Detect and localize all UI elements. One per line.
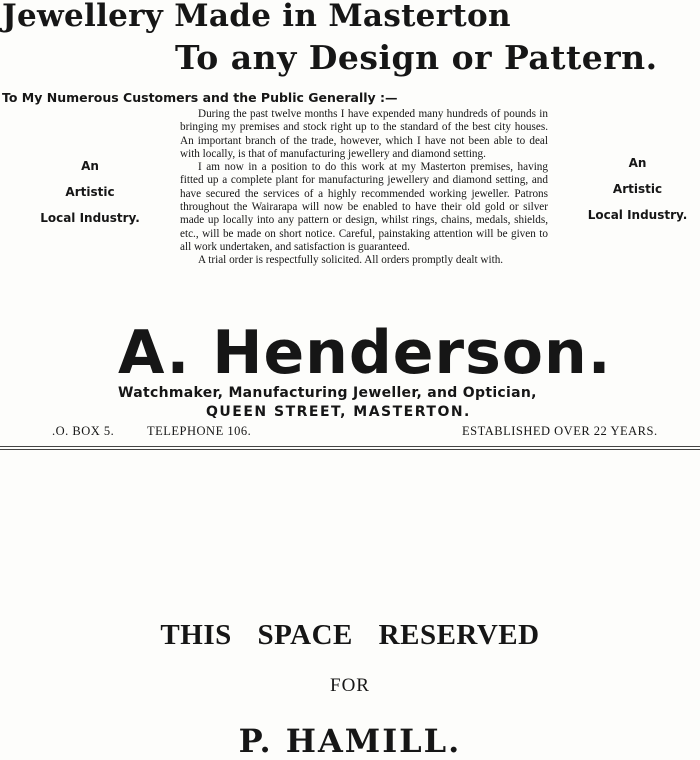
side-right-line: Local Industry. (587, 208, 688, 222)
business-name: A. Henderson. (118, 318, 612, 388)
reserved-heading: THIS SPACE RESERVED (160, 619, 540, 651)
business-address: QUEEN STREET, MASTERTON. (206, 404, 471, 420)
telephone: TELEPHONE 106. (147, 424, 252, 438)
body-paragraph: A trial order is respectfully solicited. All orders promptly dealt with. (198, 254, 504, 267)
side-left-line: Artistic (65, 185, 115, 199)
divider-rule (0, 449, 700, 450)
business-trade: Watchmaker, Manufacturing Jeweller, and Optician, (118, 385, 537, 401)
side-left-line: Local Industry. (40, 211, 140, 225)
reserved-for: FOR (330, 675, 370, 696)
greeting-line: To My Numerous Customers and the Public Generally :— (2, 90, 398, 105)
announcement-body (180, 108, 548, 268)
headline-jewellery: Jewellery Made in Masterton (2, 0, 511, 34)
body-paragraph: I am now in a position to do this work at my Masterton premises, having fitted up a complete plant for manufacturing jewellery and diamond setting, and have secured the services of a highly recommended working jeweller. Patrons throughout the Wairarapa will now be enabled to have their old gold or silver made up locally into any pattern or design, whilst rings, chains, medals, shields, etc., will be made on short notice. Careful, painstaking attention will be given to all work undertaken, and satisfaction is guaranteed. (180, 161, 548, 253)
headline-design: To any Design or Pattern. (175, 38, 658, 77)
side-right-line: Artistic (612, 182, 663, 196)
side-left-line: An (81, 159, 99, 173)
reserved-client-name: P. HAMILL. (238, 722, 462, 760)
body-paragraph: During the past twelve months I have expended many hundreds of pounds in bringing my premises and stock right up to the standard of the best city houses. An important branch of the trade, however, which I have not been able to deal with locally, is that of manufacturing jewellery and diamond setting. (180, 108, 548, 160)
side-slogan-right (570, 150, 700, 228)
po-box: .O. BOX 5. (52, 424, 115, 438)
divider-rule (0, 446, 700, 447)
side-right-line: An (628, 156, 647, 170)
established: ESTABLISHED OVER 22 YEARS. (462, 424, 658, 438)
side-slogan-left (20, 153, 160, 231)
